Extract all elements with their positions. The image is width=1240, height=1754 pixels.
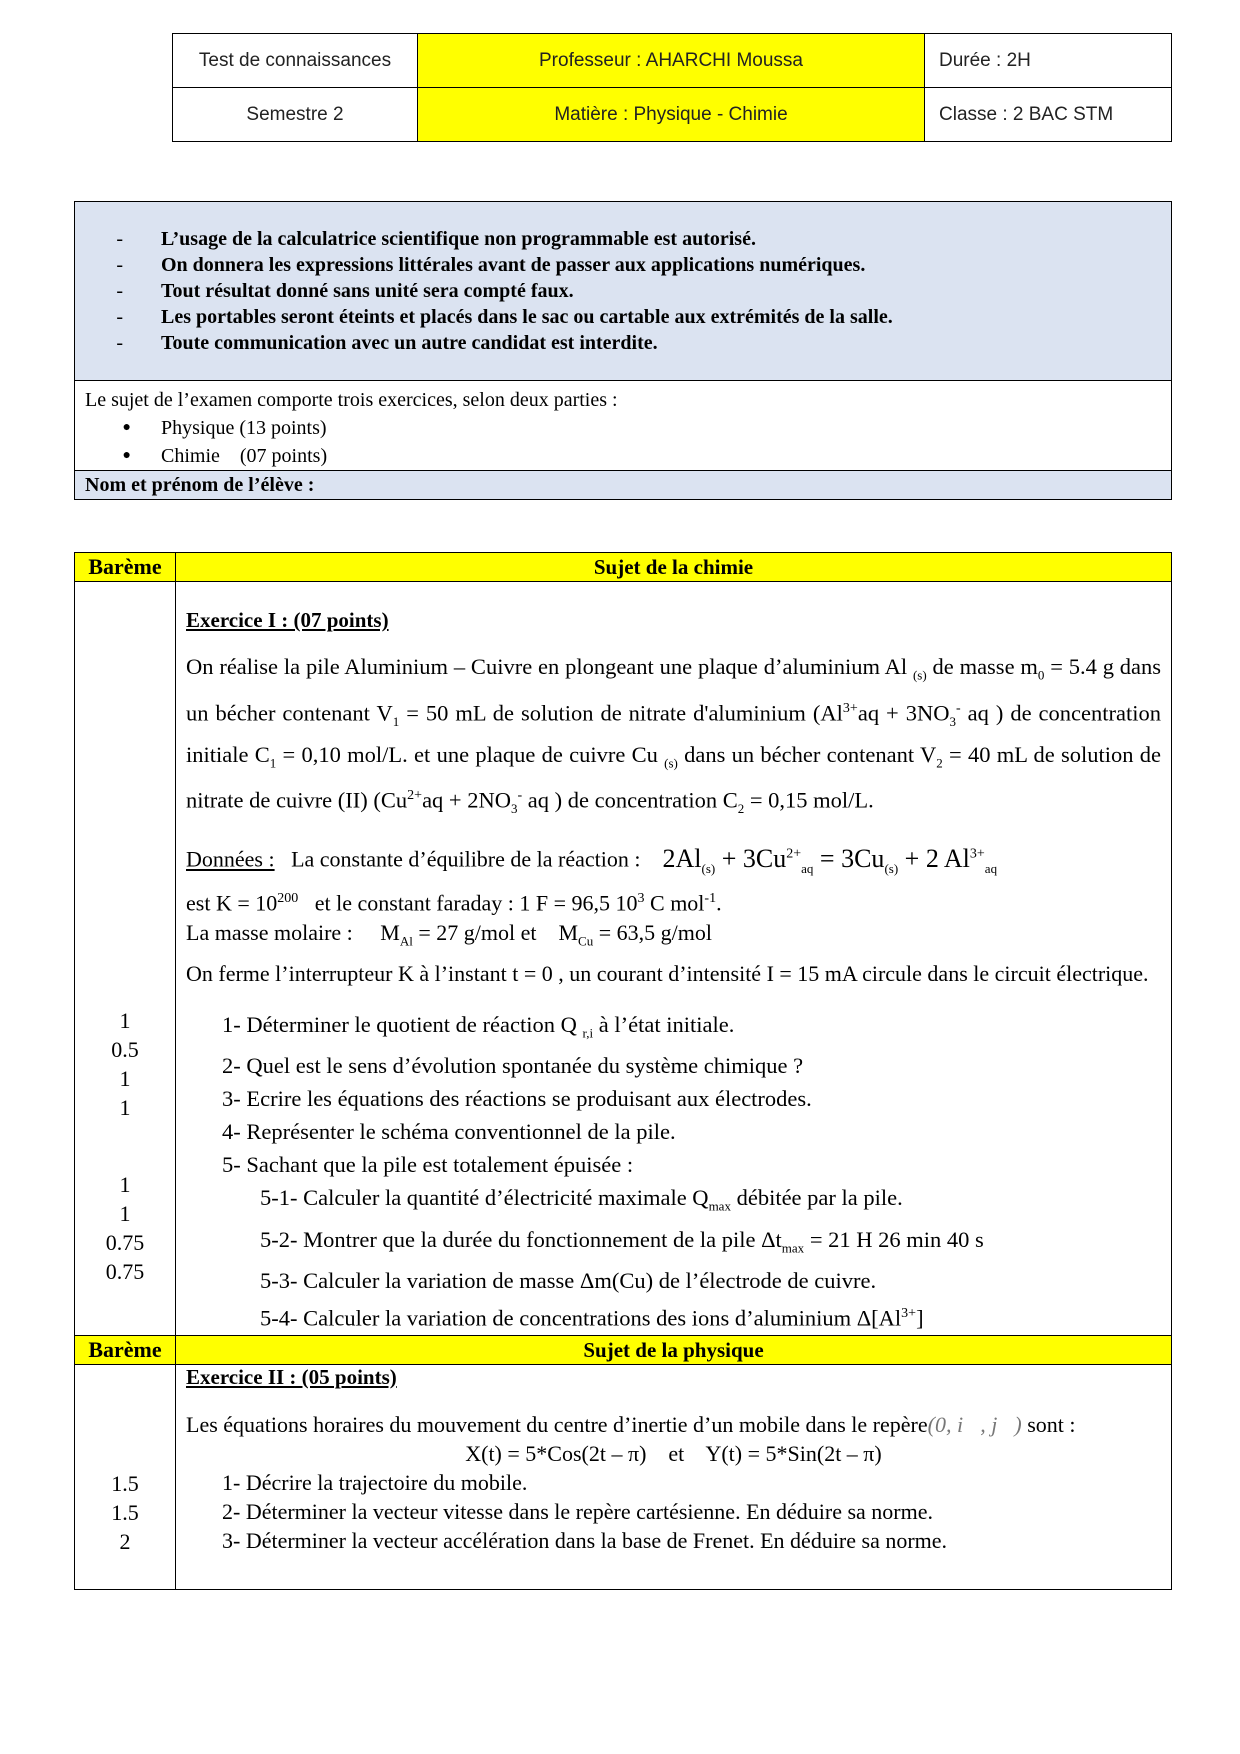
part-item: ● Chimie (07 points) [122,445,328,467]
question: 5-2- Montrer que la durée du fonctionnement de la pile $\Delta t_{max} = 21$ H 26 min 40 s [260,1226,984,1256]
header-table [172,33,1172,142]
question: 2- Déterminer la vecteur vitesse dans le repère cartésienne. En déduire sa norme. [222,1498,934,1524]
question: 5-4- Calculer la variation de concentrations des ions d’aluminium $\Delta[Al^{3+}]$ [260,1305,924,1331]
question: 5-3- Calculer la variation de masse Δm(Cu) de l’électrode de cuivre. [260,1268,877,1294]
point: 2 [119,1528,131,1554]
student-name-field[interactable]: Nom et prénom de l’élève : [75,470,1171,499]
exam-table [74,552,1172,1590]
bareme-header: Barème [75,553,176,582]
point: 1 [119,1066,131,1091]
class: Classe : 2 BAC STM [925,88,1172,142]
rules-section [75,202,1171,381]
point: 1 [119,1201,131,1226]
exercise-1-paragraph: On réalise la pile Aluminium – Cuivre en plongeant une plaque d’aluminium Al $_{(s)}$ de masse $m_0 = 5.4$ g dans un bécher contenant $V_1 = 50$ mL de solution de nitrate d'aluminium ($Al^{3+}aq + 3NO_3^-$ aq ) de concentration initiale $C_1 = 0,10$ mol/L. et une plaque de cuivre Cu $_{(s)}$ dans un bécher contenant $V_2 = 40$ mL de solution de nitrate de cuivre (II) ($Cu^{2+}aq + 2NO_3^-$ aq ) de concentration $C_2 = 0,15$ mol/L. [186,654,1162,816]
rule-item: - On donnera les expressions littérales avant de passer aux applications numériques. [116,254,866,276]
phys-points [75,1364,176,1589]
question: 3- Déterminer la vecteur accélération dans la base de Frenet. En déduire sa norme. [222,1527,948,1553]
rule-item: - Toute communication avec un autre candidat est interdite. [116,332,658,354]
professor: Professeur : AHARCHI Moussa [418,34,925,88]
point: 0.5 [111,1037,139,1062]
rule-item: - Tout résultat donné sans unité sera compté faux. [116,280,574,302]
chem-questions [186,1008,1161,1335]
exercise-2-intro: Les équations horaires du mouvement du centre d’inertie d’un mobile dans le repère(0, i⃗, j⃗) sont : [186,1411,1076,1437]
phys-content [176,1364,1172,1589]
phys-questions [186,1468,1161,1555]
chem-title: Sujet de la chimie [176,553,1172,582]
exercise-1-title: Exercice I : (07 points) [186,608,389,632]
data-section: Données : La constante d’équilibre de la réaction : $2Al_{(s)} + 3Cu^{2+}_{aq} = 3Cu_{(s)} + 2$ $Al^{3+}_{aq}$ est $K = 10^{200}$ et le constant faraday : 1 F = 96,5 $10^3$ C mol$^{-1}$. La masse molaire : $M_{Al} = 27$ g/mol et $M_{Cu} = 63,5$ g/mol On ferme l’interrupteur K à l’instant t = 0 , un courant d’intensité I = 15 mA circule dans le circuit électrique. [186,839,1161,990]
chem-content [176,582,1172,1336]
frame-symbol: (0, i⃗, j⃗) [927,1411,1022,1437]
phys-title: Sujet de la physique [176,1335,1172,1364]
subject: Matière : Physique - Chimie [418,88,925,142]
question: 5- Sachant que la pile est totalement épuisée : [222,1152,634,1178]
point: 1 [119,1095,131,1120]
point: 1 [119,1008,131,1033]
point: 1.5 [111,1470,139,1496]
point: 1.5 [111,1499,139,1525]
part-item: ● Physique (13 points) [122,417,327,439]
switch-text: On ferme l’interrupteur K à l’instant t = 0 , un courant d’intensité I = 15 mA circule dans le circuit électrique. [186,960,1149,986]
question: 3- Ecrire les équations des réactions se produisant aux électrodes. [222,1086,812,1112]
question: 1- Déterminer le quotient de réaction Q $_{r,i}$ à l’état initiale. [222,1011,735,1041]
question: 2- Quel est le sens d’évolution spontanée du système chimique ? [222,1053,804,1079]
point: 0.75 [105,1230,145,1255]
exam-intro: Le sujet de l’examen comporte trois exercices, selon deux parties : [85,389,618,411]
bareme-header: Barème [75,1335,176,1364]
reaction-equation: $2Al_{(s)} + 3Cu^{2+}_{aq} = 3Cu_{(s)} + 2$ $Al^{3+}_{aq}$ [662,843,998,876]
test-label: Test de connaissances [173,34,418,88]
duration: Durée : 2H [925,34,1172,88]
question: 1- Décrire la trajectoire du mobile. [222,1469,528,1495]
rule-item: - Les portables seront éteints et placés dans le sac ou cartable aux extrémités de la salle. [116,306,893,328]
point: 0.75 [105,1259,145,1284]
equations: X(t) = 5*Cos(2t – π) et Y(t) = 5*Sin(2t – π) [465,1440,882,1466]
chem-points [75,582,176,1336]
point: 1 [119,1172,131,1197]
question: 5-1- Calculer la quantité d’électricité maximale $Q_{max}$ débitée par la pile. [260,1185,903,1214]
instructions-box [74,201,1172,500]
exercise-2-title: Exercice II : (05 points) [186,1364,397,1389]
question: 4- Représenter le schéma conventionnel de la pile. [222,1119,676,1145]
semester: Semestre 2 [173,88,418,142]
rule-item: - L’usage de la calculatrice scientifique non programmable est autorisé. [116,228,756,250]
